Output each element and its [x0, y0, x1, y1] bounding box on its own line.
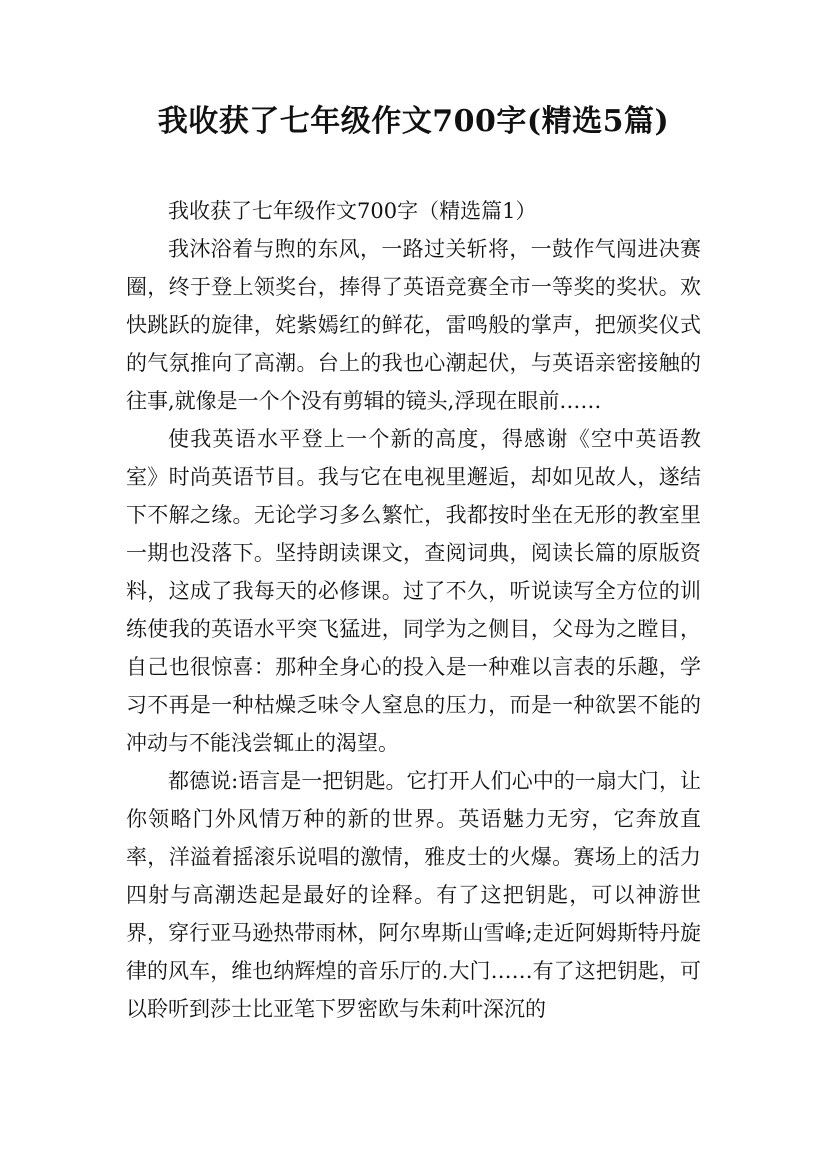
paragraph-1: 我沐浴着与煦的东风，一路过关斩将，一鼓作气闯进决赛圈，终于登上领奖台，捧得了英语竞赛全市一等奖的奖状。欢快跳跃的旋律，姹紫嫣红的鲜花，雷鸣般的掌声，把颁奖仪式的气氛推向了高潮。台上的我也心潮起伏，与英语亲密接触的往事,就像是一个个没有剪辑的镜头,浮现在眼前…… — [126, 237, 701, 413]
paragraph-3: 都德说:语言是一把钥匙。它打开人们心中的一扇大门，让你领略门外风情万种的新的世界。英语魅力无穷，它奔放直率，洋溢着摇滚乐说唱的激情，雅皮士的火爆。赛场上的活力四射与高潮迭起是最好的诠释。有了这把钥匙，可以神游世界，穿行亚马逊热带雨林，阿尔卑斯山雪峰;走近阿姆斯特丹旋律的风车，维也纳辉煌的音乐厅的.大门……有了这把钥匙，可以聆听到莎士比亚笔下罗密欧与朱莉叶深沉的 — [126, 769, 701, 1021]
document-title: 我收获了七年级作文700字(精选5篇) — [157, 104, 670, 139]
section-heading: 我收获了七年级作文700字（精选篇1） — [168, 199, 537, 223]
document-body — [126, 192, 701, 1028]
paragraph-2: 使我英语水平登上一个新的高度，得感谢《空中英语教室》时尚英语节目。我与它在电视里邂逅，却如见故人，遂结下不解之缘。无论学习多么繁忙，我都按时坐在无形的教室里一期也没落下。坚持朗读课文，查阅词典，阅读长篇的原版资料，这成了我每天的必修课。过了不久，听说读写全方位的训练使我的英语水平突飞猛进，同学为之侧目，父母为之瞠目，自己也很惊喜：那种全身心的投入是一种难以言表的乐趣，学习不再是一种枯燥乏味令人窒息的压力，而是一种欲罢不能的冲动与不能浅尝辄止的渴望。 — [126, 427, 701, 755]
